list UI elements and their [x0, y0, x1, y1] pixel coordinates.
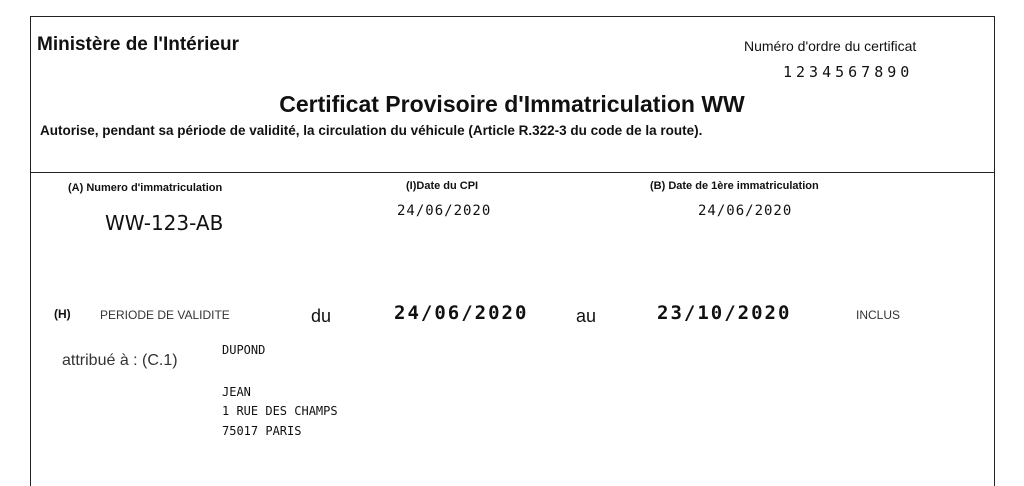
section-divider: [30, 172, 995, 173]
first-registration-label: (B) Date de 1ère immatriculation: [650, 180, 819, 192]
document-title: Certificat Provisoire d'Immatriculation WW: [279, 91, 745, 117]
cpi-date-value: 24/06/2020: [397, 203, 492, 219]
document-subtitle: Autorise, pendant sa période de validité, la circulation du véhicule (Article R.322-3 du code de la route).: [40, 123, 703, 138]
certificate-number: 1234567890: [783, 63, 914, 81]
ministry-name: Ministère de l'Intérieur: [37, 34, 239, 55]
validity-to-date: 23/10/2020: [657, 302, 792, 324]
validity-code: (H): [54, 307, 71, 321]
holder-first-name: JEAN: [222, 385, 251, 399]
certificate-number-label: Numéro d'ordre du certificat: [744, 38, 917, 54]
validity-to-word: au: [576, 306, 597, 326]
validity-from-word: du: [311, 306, 332, 326]
cpi-date-label: (I)Date du CPI: [406, 180, 479, 192]
registration-value: WW-123-AB: [105, 211, 224, 235]
holder-street: 1 RUE DES CHAMPS: [222, 404, 338, 418]
registration-label: (A) Numero d'immatriculation: [68, 182, 223, 194]
validity-from-date: 24/06/2020: [394, 302, 529, 324]
validity-inclusive: INCLUS: [856, 308, 901, 322]
holder-last-name: DUPOND: [222, 343, 266, 357]
validity-label: PERIODE DE VALIDITE: [100, 308, 230, 322]
holder-city: 75017 PARIS: [222, 424, 302, 438]
certificate-frame: [30, 16, 995, 486]
holder-label: attribué à : (C.1): [62, 352, 178, 369]
first-registration-value: 24/06/2020: [698, 203, 793, 219]
